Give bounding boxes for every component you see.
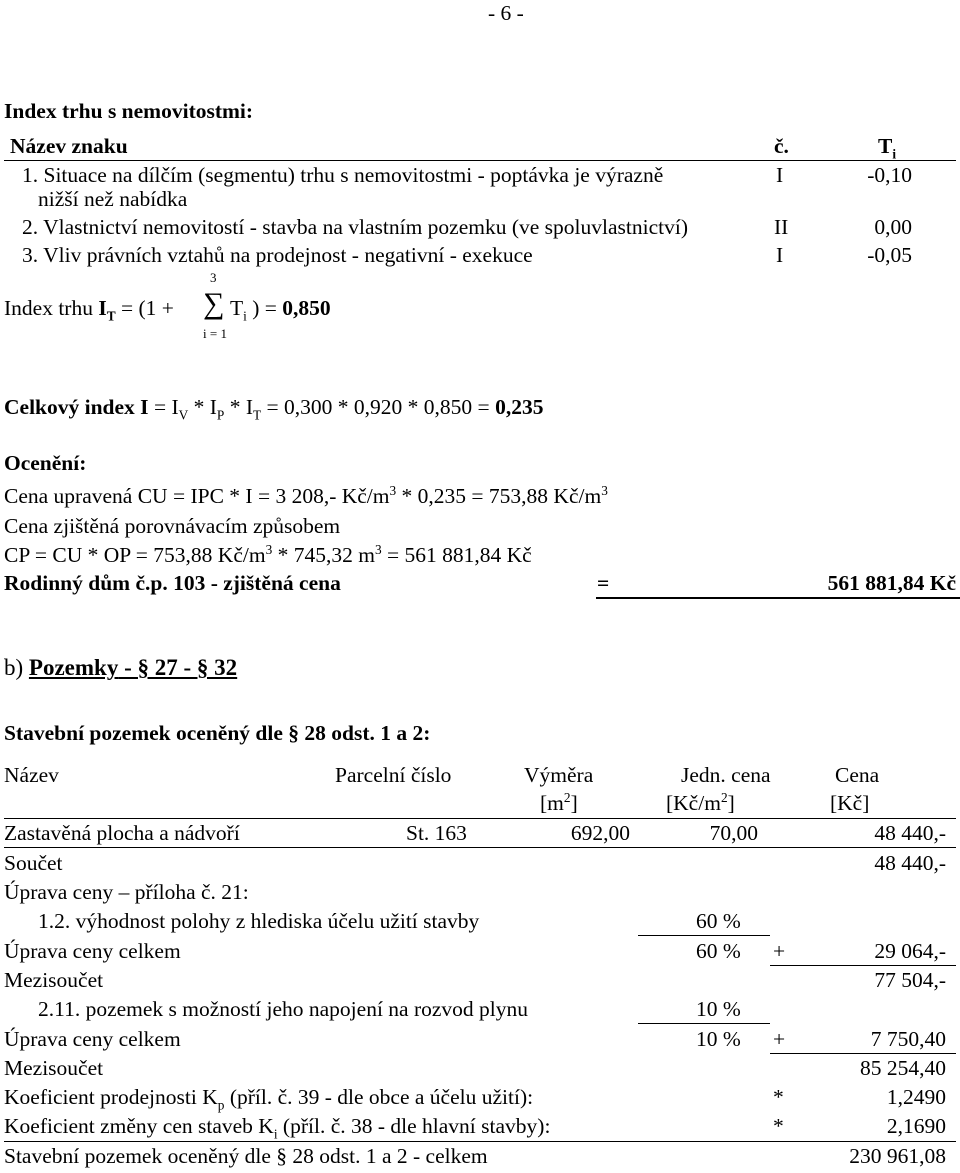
factor-2-c: II xyxy=(774,215,789,239)
factor-2-text: 2. Vlastnictví nemovitostí - stavba na vlastním pozemku (ve spoluvlastnictví) xyxy=(22,215,688,239)
soucet-value: 48 440,- xyxy=(874,851,946,875)
adj1-value-rule xyxy=(770,965,956,966)
col-nazev: Název xyxy=(4,763,59,787)
adj2-pct: 10 % xyxy=(696,997,741,1021)
adj1-pct-rule xyxy=(638,935,770,936)
row-plocha-rule xyxy=(4,847,956,848)
col-cena-unit: [Kč] xyxy=(830,791,870,815)
index-trhu-formula-right: $T_i$ ) = 0,850 xyxy=(230,296,331,324)
adj2-total-label: Úprava ceny celkem xyxy=(4,1027,181,1051)
oceneni-heading: Ocenění: xyxy=(4,451,87,475)
factor-3-c: I xyxy=(776,243,784,267)
table-header-rule xyxy=(4,818,956,819)
final-price-eq: = xyxy=(597,571,610,595)
adj2-value: 7 750,40 xyxy=(870,1027,946,1051)
final-price-value: 561 881,84 Kč xyxy=(827,571,956,595)
adj2-value-rule xyxy=(770,1053,956,1054)
adj2-pct-rule xyxy=(638,1023,770,1024)
col-ti: $T_i$ xyxy=(878,134,897,162)
soucet-label: Součet xyxy=(4,851,63,875)
factor-1-t: -0,10 xyxy=(867,163,912,187)
factor-3-t: -0,05 xyxy=(867,243,912,267)
factor-1-text-cont: nižší než nabídka xyxy=(38,187,188,211)
pozemek-total-value: 230 961,08 xyxy=(849,1144,946,1168)
adj2-plus: + xyxy=(773,1027,786,1051)
header-rule xyxy=(4,160,956,161)
factor-1-c: I xyxy=(776,163,784,187)
ki-value: 2,1690 xyxy=(886,1114,946,1138)
col-vymera: Výměra xyxy=(524,763,594,787)
col-jedn-cena-unit: $[Kč/m^2]$ xyxy=(666,789,735,815)
ki-label: Koeficient změny cen staveb $K_i$ (příl. č. 38 - dle hlavní stavby): xyxy=(4,1114,551,1142)
col-cena: Cena xyxy=(835,763,880,787)
col-vymera-unit: $[m^2]$ xyxy=(540,789,578,815)
uprava-ceny-heading: Úprava ceny – příloha č. 21: xyxy=(4,880,249,904)
row-plocha-price: 48 440,- xyxy=(874,821,946,845)
celkovy-index: Celkový index $I = I_V * I_P * I_T = 0,300 * 0,920 * 0,850 = 0,235$ xyxy=(4,395,544,423)
row-plocha-name: Zastavěná plocha a nádvoří xyxy=(4,821,240,845)
adj1-pct: 60 % xyxy=(696,909,741,933)
sum-upper-limit: 3 xyxy=(210,270,217,285)
cena-zjistena-label: Cena zjištěná porovnávacím způsobem xyxy=(4,514,341,538)
col-parcelni-cislo: Parcelní číslo xyxy=(335,763,452,787)
mezisoucet2-value: 85 254,40 xyxy=(860,1056,946,1080)
adj2-total-pct: 10 % xyxy=(696,1027,741,1051)
index-trhu-formula-left: Index trhu $I_T = (1$ + xyxy=(4,296,174,324)
col-jedn-cena: Jedn. cena xyxy=(681,763,771,787)
pozemek-heading: Stavební pozemek oceněný dle § 28 odst. 1 a 2: xyxy=(4,721,431,745)
adj1-total-label: Úprava ceny celkem xyxy=(4,939,181,963)
row-plocha-parcel: St. 163 xyxy=(406,821,467,845)
page-number: - 6 - xyxy=(488,1,524,25)
adj1-label: 1.2. výhodnost polohy z hlediska účelu užití stavby xyxy=(38,909,480,933)
section-b-heading: b) Pozemky - § 27 - § 32 xyxy=(4,655,238,680)
factor-1-text: 1. Situace na dílčím (segmentu) trhu s nemovitostmi - poptávka je výrazně xyxy=(22,163,664,187)
mezisoucet2-label: Mezisoučet xyxy=(4,1056,104,1080)
cena-upravena: Cena upravená CU = IPC * I = 3 208,- $Kč/m^3 * 0,235 = 753,88$ $Kč/m^3$ xyxy=(4,482,608,508)
col-nazev-znaku: Název znaku xyxy=(10,134,128,158)
adj1-value: 29 064,- xyxy=(874,939,946,963)
row-plocha-unit-price: 70,00 xyxy=(709,821,758,845)
final-price-underline xyxy=(596,597,960,599)
kp-label: Koeficient prodejnosti $K_p$ (příl. č. 39 - dle obce a účelu užití): xyxy=(4,1085,534,1113)
pozemek-total-label: Stavební pozemek oceněný dle § 28 odst. 1 a 2 - celkem xyxy=(4,1144,488,1168)
kp-value: 1,2490 xyxy=(886,1085,946,1109)
factor-2-t: 0,00 xyxy=(874,215,912,239)
final-price-label: Rodinný dům č.p. 103 - zjištěná cena xyxy=(4,571,341,595)
cp-formula: CP = CU * OP = 753,88 $Kč/m^3 * 745,32$ $m^3 = 561$ 881,84 Kč xyxy=(4,541,532,567)
mezisoucet1-value: 77 504,- xyxy=(874,968,946,992)
sum-lower-limit: i = 1 xyxy=(203,326,227,341)
total-rule xyxy=(4,1141,956,1142)
adj1-plus: + xyxy=(773,939,786,963)
adj2-label: 2.11. pozemek s možností jeho napojení na rozvod plynu xyxy=(38,997,529,1021)
col-cislo: č. xyxy=(774,134,789,158)
factor-3-text: 3. Vliv právních vztahů na prodejnost - negativní - exekuce xyxy=(22,243,533,267)
mezisoucet1-label: Mezisoučet xyxy=(4,968,104,992)
index-trhu-heading: Index trhu s nemovitostmi: xyxy=(4,99,254,123)
kp-star: * xyxy=(773,1085,784,1109)
adj1-total-pct: 60 % xyxy=(696,939,741,963)
ki-star: * xyxy=(773,1114,784,1138)
row-plocha-area: 692,00 xyxy=(570,821,630,845)
sum-symbol: ∑ xyxy=(203,287,225,320)
